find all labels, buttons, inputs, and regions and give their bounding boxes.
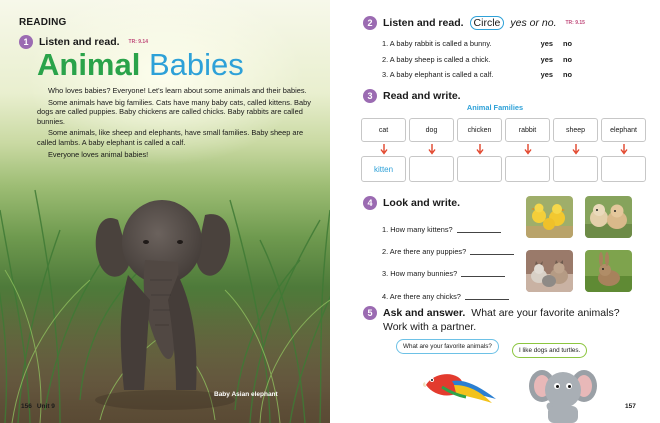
elephant-cartoon <box>528 360 598 423</box>
activity-number-badge: 3 <box>363 89 377 103</box>
answer-blank[interactable] <box>461 270 505 277</box>
arrow-row <box>361 142 647 156</box>
header-cell: dog <box>409 118 454 142</box>
section-label: READING <box>19 17 67 28</box>
header-row <box>361 118 647 142</box>
question-text: 4. Are there any chicks? <box>382 291 461 301</box>
answer-cell[interactable]: kitten <box>361 156 406 182</box>
list-item <box>382 263 514 285</box>
question-text: 3. How many bunnies? <box>382 269 458 279</box>
answer-cell[interactable] <box>601 156 646 182</box>
no-option[interactable]: no <box>562 70 572 80</box>
speech-bubble-question: What are your favorite animals? <box>396 339 499 354</box>
arrow-down-icon <box>428 144 436 155</box>
arrow-down-icon <box>524 144 532 155</box>
arrow-down-icon <box>380 144 388 155</box>
yes-no-list <box>382 36 572 83</box>
question-text: 2. A baby sheep is called a chick. <box>382 54 491 64</box>
title-word-babies: Babies <box>148 47 244 82</box>
paragraph: Everyone loves animal babies! <box>48 149 149 159</box>
answer-cell[interactable] <box>409 156 454 182</box>
list-item <box>382 67 572 83</box>
activity-2-header <box>363 16 585 30</box>
list-item <box>382 36 572 52</box>
answer-blank[interactable] <box>457 226 501 233</box>
paragraph: Some animals have big families. Cats have many baby cats, called kittens. Baby dogs are called puppies. Baby chickens are called chicks. Baby rabbits are called bunnies. <box>37 97 311 126</box>
title-word-animal: Animal <box>37 47 141 82</box>
arrow-down-icon <box>620 144 628 155</box>
activity-prompt: What are your favorite animals? <box>471 307 620 319</box>
activity-number-badge: 2 <box>363 16 377 30</box>
yes-option[interactable]: yes <box>540 70 553 80</box>
puppies-photo <box>585 196 632 238</box>
answer-cell[interactable] <box>553 156 598 182</box>
question-text: 2. Are there any puppies? <box>382 246 467 256</box>
list-item <box>382 218 514 240</box>
unit-label: Unit 9 <box>36 403 55 410</box>
answer-row <box>361 156 647 182</box>
arrow-down-icon <box>476 144 484 155</box>
header-cell: chicken <box>457 118 502 142</box>
question-text: 3. A baby elephant is called a calf. <box>382 70 494 80</box>
activity-title: Look and write. <box>383 197 461 209</box>
chicks-photo <box>526 196 573 238</box>
speech-bubble-answer: I like dogs and turtles. <box>512 343 587 358</box>
activity-5-header <box>363 306 620 320</box>
kittens-photo <box>526 250 573 292</box>
page-number: 156 <box>21 403 32 410</box>
activity-4-header <box>363 196 460 210</box>
yes-option[interactable]: yes <box>540 54 553 64</box>
elephant-photo <box>0 150 330 423</box>
activity-prompt-line2: Work with a partner. <box>383 321 477 333</box>
activity-3-header <box>363 89 461 103</box>
activity-title: Read and write. <box>383 90 461 102</box>
no-option[interactable]: no <box>562 39 572 49</box>
story-title <box>37 48 244 82</box>
activity-title: Listen and read. <box>39 36 120 48</box>
arrow-down-icon <box>572 144 580 155</box>
instruction-rest: yes or no. <box>510 17 557 29</box>
activity-number-badge: 5 <box>363 306 377 320</box>
activity-number-badge: 1 <box>19 35 33 49</box>
photo-caption: Baby Asian elephant <box>214 391 278 398</box>
parrot-illustration <box>422 355 500 405</box>
table-title: Animal Families <box>466 103 524 112</box>
question-text: 1. A baby rabbit is called a bunny. <box>382 39 492 49</box>
animal-families-table <box>361 118 647 182</box>
look-write-list <box>382 218 514 307</box>
paragraph: Who loves babies? Everyone! Let's learn about some animals and their babies. <box>48 86 307 95</box>
header-cell: rabbit <box>505 118 550 142</box>
answer-cell[interactable] <box>505 156 550 182</box>
answer-cell[interactable] <box>457 156 502 182</box>
header-cell: sheep <box>553 118 598 142</box>
answer-blank[interactable] <box>465 293 509 300</box>
yes-option[interactable]: yes <box>540 39 553 49</box>
activity-title: Ask and answer. <box>383 307 466 319</box>
right-page <box>330 0 660 423</box>
list-item <box>382 240 514 262</box>
track-label: TR: 9.14 <box>128 39 148 45</box>
answer-blank[interactable] <box>470 248 514 255</box>
circle-word: Circle <box>470 16 505 30</box>
story-text <box>37 86 322 161</box>
page-number: 157 <box>625 403 636 410</box>
track-label: TR: 9.15 <box>565 20 585 26</box>
paragraph: Some animals, like sheep and elephants, have small families. Baby sheep are called lambs. A baby elephant is called a calf. <box>37 128 304 147</box>
question-text: 1. How many kittens? <box>382 224 453 234</box>
no-option[interactable]: no <box>562 54 572 64</box>
bunny-photo <box>585 250 632 292</box>
header-cell: cat <box>361 118 406 142</box>
activity-number-badge: 4 <box>363 196 377 210</box>
header-cell: elephant <box>601 118 646 142</box>
page-footer-left <box>21 403 55 410</box>
list-item <box>382 285 514 307</box>
list-item <box>382 52 572 68</box>
activity-title: Listen and read. <box>383 17 464 29</box>
